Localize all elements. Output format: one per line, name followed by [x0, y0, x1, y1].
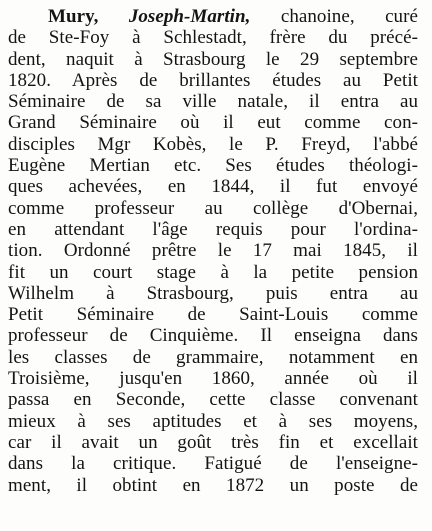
- entry-surname: Mury,: [48, 6, 99, 27]
- biography-entry: [8, 6, 418, 496]
- text-line: de Ste-Foy à Schlestadt, frère du précé-: [8, 27, 418, 49]
- text-line: Eugène Mertian etc. Ses études théologi-: [8, 155, 418, 177]
- text-line: tion. Ordonné prêtre le 17 mai 1845, il: [8, 240, 418, 262]
- entry-first-line-rest: chanoine, curé: [280, 6, 418, 27]
- text-line: fit un court stage à la petite pension: [8, 261, 418, 283]
- text-line: les classes de grammaire, notamment en: [8, 346, 418, 368]
- entry-first-line: [8, 6, 418, 27]
- text-line: mieux à ses aptitudes et à ses moyens,: [8, 410, 418, 432]
- text-line: comme professeur au collège d'Obernai,: [8, 197, 418, 219]
- entry-given-names: Joseph-Martin,: [128, 6, 251, 27]
- text-line: car il avait un goût très fin et excellait: [8, 431, 418, 453]
- text-line: dans la critique. Fatigué de l'enseigne-: [8, 453, 418, 475]
- text-line: Séminaire de sa ville natale, il entra au: [8, 91, 418, 113]
- text-line: Grand Séminaire où il eut comme con-: [8, 112, 418, 134]
- text-line: professeur de Cinquième. Il enseigna dans: [8, 325, 418, 347]
- text-line: Petit Séminaire de Saint-Louis comme: [8, 304, 418, 326]
- text-line: Troisième, jusqu'en 1860, année où il: [8, 368, 418, 390]
- text-line: dent, naquit à Strasbourg le 29 septembre: [8, 48, 418, 70]
- text-line: en attendant l'âge requis pour l'ordina-: [8, 218, 418, 240]
- text-line: ment, il obtint en 1872 un poste de: [8, 474, 418, 496]
- text-line: disciples Mgr Kobès, le P. Freyd, l'abbé: [8, 133, 418, 155]
- text-line: ques achevées, en 1844, il fut envoyé: [8, 176, 418, 198]
- text-line: passa en Seconde, cette classe convenant: [8, 389, 418, 411]
- text-line: Wilhelm à Strasbourg, puis entra au: [8, 282, 418, 304]
- text-line: 1820. Après de brillantes études au Petit: [8, 69, 418, 91]
